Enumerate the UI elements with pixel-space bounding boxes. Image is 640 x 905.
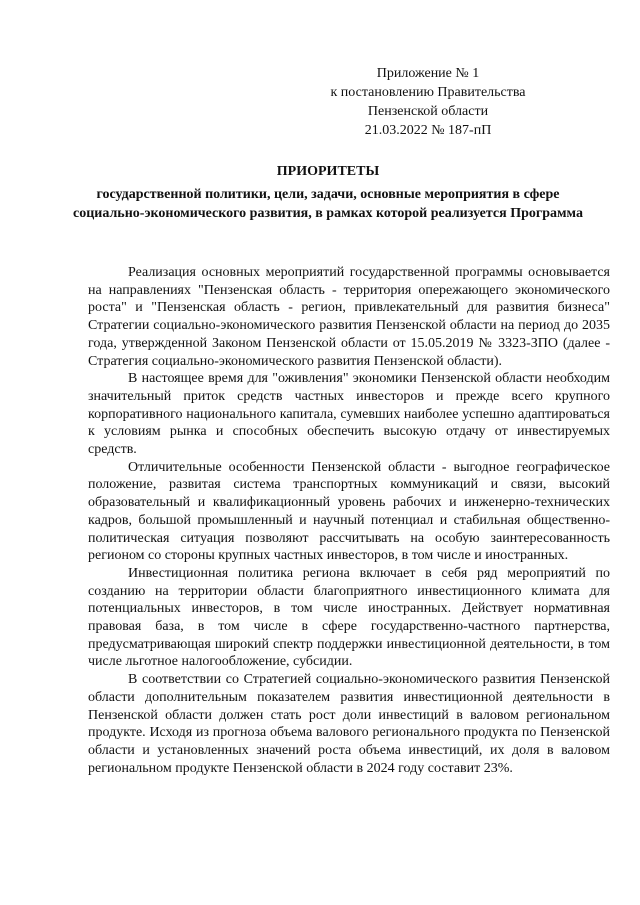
paragraph: Инвестиционная политика региона включает в себя ряд мероприятий по созданию на территории области благоприятного инвестиционного климата для потенциальных инвесторов, в том числе иностранных. Действует нормативная правовая база, в том числе в сфере государственно-частного партнерства, предусматривающая широкий спектр поддержки инвестиционной деятельности, в том числе льготное налогообложение, субсидии.	[88, 565, 610, 670]
appendix-date-number: 21.03.2022 № 187-пП	[364, 123, 492, 138]
document-heading	[70, 162, 586, 223]
document-title: ПРИОРИТЕТЫ	[276, 164, 380, 179]
appendix-region: Пензенской области	[367, 104, 489, 119]
appendix-header	[278, 64, 578, 140]
appendix-resolution: к постановлению Правительства	[330, 85, 526, 100]
document-subtitle: государственной политики, цели, задачи, основные мероприятия в сфере социально-экономического развития, в рамках которой реализуется Программа	[72, 187, 583, 221]
paragraph: В настоящее время для "оживления" экономики Пензенской области необходим значительный приток средств частных инвесторов и прежде всего крупного корпоративного национального капитала, сумевших наиболее успешно адаптироваться к условиям рынка и способных обеспечить высокую отдачу от инвестируемых средств.	[88, 371, 610, 458]
paragraph: В соответствии со Стратегией социально-экономического развития Пензенской области дополнительным показателем развития инвестиционной деятельности в Пензенской области должен стать рост доли инвестиций в валовом региональном продукте. Исходя из прогноза объема валового регионального продукта по Пензенской области и установленных значений роста объема инвестиций, их доля в валовом региональном продукте Пензенской области в 2024 году составит 23%.	[88, 672, 610, 776]
paragraph: Реализация основных мероприятий государственной программы основывается на направлениях "Пензенская область - территория опережающего экономического роста" и "Пензенская область - регион, привлекательный для развития бизнеса" Стратегии социально-экономического развития Пензенской области на период до 2035 года, утвержденной Законом Пензенской области от 15.05.2019 № 3323-ЗПО (далее - Стратегия социально-экономического развития Пензенской области).	[88, 265, 610, 369]
document-body	[88, 264, 610, 777]
appendix-number: Приложение № 1	[376, 66, 480, 81]
paragraph: Отличительные особенности Пензенской области - выгодное географическое положение, развитая система транспортных коммуникаций и связи, высокий образовательный и квалификационный уровень рабочих и инженерно-технических кадров, большой промышленный и научный потенциал и стабильная общественно-политическая ситуация позволяют рассчитывать на особую заинтересованность регионом со стороны крупных частных инвесторов, в том числе и иностранных.	[88, 459, 610, 564]
